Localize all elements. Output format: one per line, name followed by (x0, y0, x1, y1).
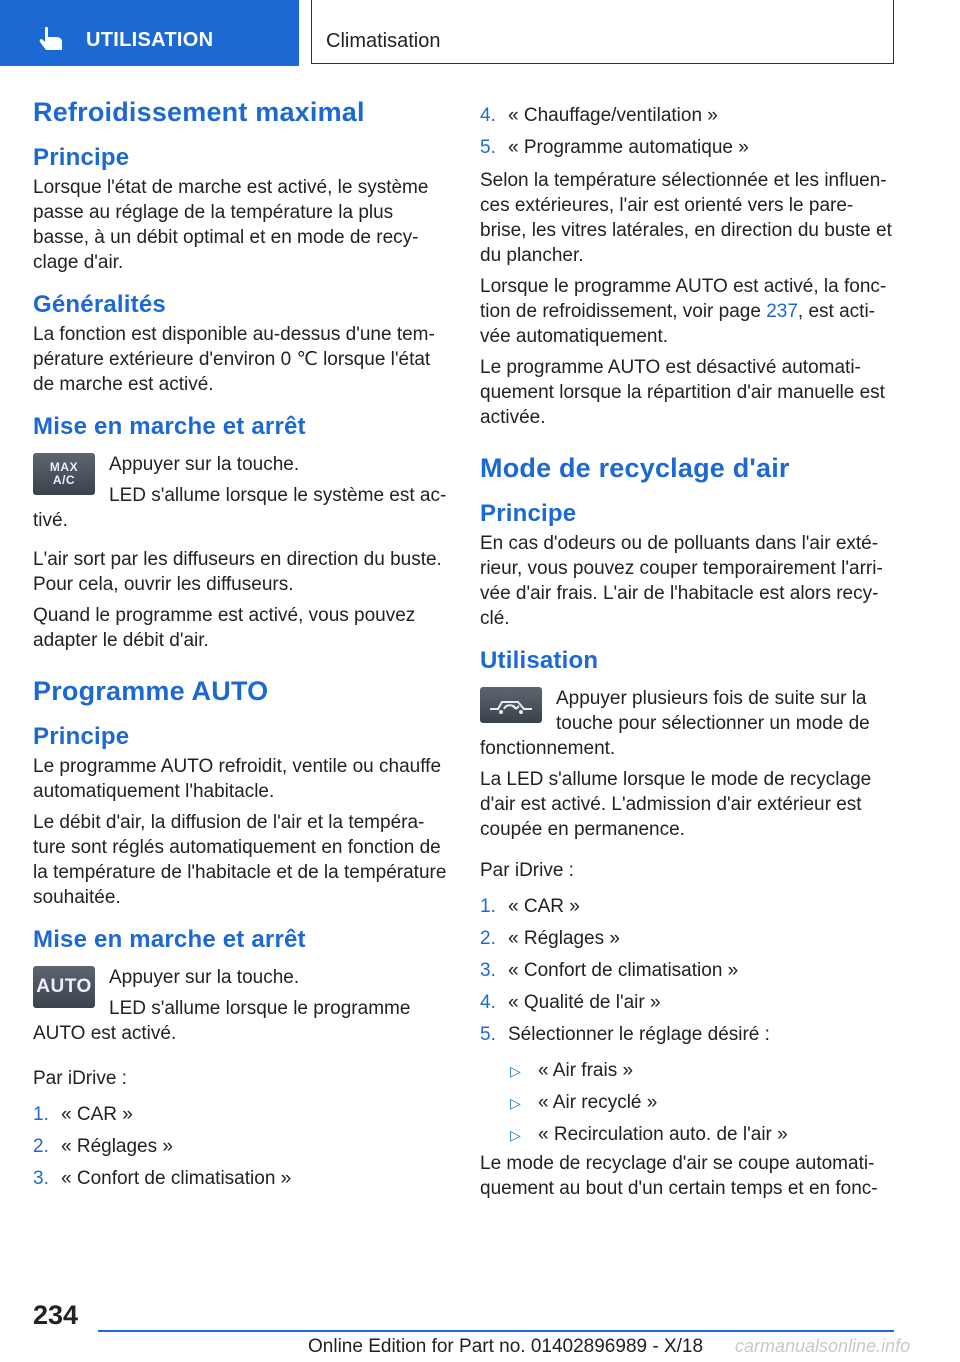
list-item (480, 132, 894, 164)
heading-principe: Principe (480, 500, 577, 528)
chapter-tab (0, 0, 299, 66)
triangle-bullet-icon: ▷ (510, 1126, 521, 1143)
paragraph: LED s'allume lorsque le programme AUTO est activé. (33, 997, 411, 1044)
paragraph: Appuyer sur la touche. (109, 453, 300, 475)
paragraph: Par iDrive : (480, 859, 574, 881)
list-item (510, 1119, 894, 1151)
hand-pointer-icon (36, 26, 66, 52)
step-text: « CAR » (508, 895, 580, 917)
step-number: 4. (480, 105, 496, 126)
step-text: Sélectionner le réglage désiré : (508, 1023, 770, 1045)
paragraph: La fonction est disponible au-dessus d'une tem-pérature extérieure d'environ 0 ℃ lorsque l'état de marche est activé. (33, 323, 435, 395)
heading-on-off: Mise en marche et arrêt (33, 412, 306, 440)
list-item (33, 1163, 447, 1195)
right-column (480, 104, 894, 1207)
edition-text: Online Edition for Part no. 01402896989 - X/18 (308, 1336, 704, 1357)
section-tab (311, 0, 894, 64)
list-item (510, 1087, 894, 1119)
step-list (33, 1099, 447, 1195)
paragraph: Appuyer sur la touche. (109, 966, 300, 988)
step-text: « Qualité de l'air » (508, 991, 661, 1013)
paragraph: Lorsque l'état de marche est activé, le système passe au réglage de la température la plus basse, à un débit optimal et en mode de recy-clage d'air. (33, 177, 429, 274)
heading-utilisation: Utilisation (480, 647, 599, 675)
paragraph: Par iDrive : (33, 1067, 127, 1089)
option-text: « Air frais » (538, 1059, 634, 1081)
max-label: MAX (49, 459, 79, 474)
paragraph: Selon la température sélectionnée et les influen-ces extérieures, l'air est orienté vers le pare-brise, les vitres latérales, en direction du buste et du plancher. (480, 170, 892, 266)
step-number: 3. (33, 1167, 49, 1189)
text: , est acti-vée automatiquement. (480, 301, 875, 347)
paragraph (480, 274, 894, 349)
paragraph: Le mode de recyclage d'air se coupe automati-quement au bout d'un certain temps et en fonc- (480, 1152, 878, 1199)
page-number: 234 (33, 1300, 79, 1330)
paragraph: L'air sort par les diffuseurs en direction du buste. Pour cela, ouvrir les diffuseurs. (33, 548, 442, 595)
step-number: 2. (33, 1135, 49, 1157)
step-text: « Chauffage/ventilation » (508, 105, 718, 126)
list-item (480, 100, 894, 132)
paragraph: La LED s'allume lorsque le mode de recyclage d'air est activé. L'admission d'air extérieur est coupée en permanence. (480, 768, 872, 840)
heading-principe: Principe (33, 723, 130, 751)
step-list (480, 891, 894, 1051)
step-list (480, 100, 894, 164)
triangle-bullet-icon: ▷ (510, 1062, 521, 1079)
section-label: Climatisation (326, 30, 441, 52)
list-item (33, 1131, 447, 1163)
list-item (480, 891, 894, 923)
list-item (510, 1055, 894, 1087)
heading-recirculation: Mode de recyclage d'air (480, 453, 790, 483)
paragraph: Le programme AUTO refroidit, ventile ou chauffe automatiquement l'habitacle. (33, 755, 442, 802)
footer-divider (98, 1330, 894, 1332)
step-text: « Programme automatique » (508, 137, 749, 158)
max-ac-button-icon (33, 453, 95, 495)
option-text: « Air recyclé » (538, 1091, 658, 1113)
ac-label: A/C (52, 472, 76, 487)
list-item (33, 1099, 447, 1131)
step-text: « Confort de climatisation » (508, 959, 739, 981)
list-item (480, 987, 894, 1019)
step-number: 2. (480, 927, 496, 949)
step-number: 5. (480, 1023, 496, 1045)
step-text: « CAR » (61, 1103, 133, 1125)
paragraph: Le débit d'air, la diffusion de l'air et la tempéra-ture sont réglés automatiquement en fonction de la température de l'habitacle et de la température souhaitée. (33, 811, 447, 908)
list-item (480, 955, 894, 987)
step-text: « Confort de climatisation » (61, 1167, 292, 1189)
paragraph: Le programme AUTO est désactivé automati-quement lorsque la répartition d'air manuelle est activée. (480, 357, 885, 428)
text: Lorsque le programme AUTO est activé, la fonc-tion de refroidissement, voir page (480, 276, 887, 322)
step-number: 5. (480, 137, 496, 158)
step-number: 4. (480, 991, 496, 1013)
step-number: 3. (480, 959, 496, 981)
heading-on-off: Mise en marche et arrêt (33, 925, 306, 953)
heading-max-cooling: Refroidissement maximal (33, 97, 365, 127)
step-text: « Réglages » (61, 1135, 173, 1157)
option-text: « Recirculation auto. de l'air » (538, 1123, 788, 1145)
step-number: 1. (33, 1103, 49, 1125)
watermark: carmanualsonline.info (735, 1336, 911, 1356)
paragraph: En cas d'odeurs ou de polluants dans l'air exté-rieur, vous pouvez couper temporairement l'arri-vée d'air frais. L'air de l'habitacle est alors recy-clé. (480, 533, 883, 630)
heading-generalites: Généralités (33, 291, 166, 319)
heading-auto-program: Programme AUTO (33, 675, 269, 706)
paragraph: Appuyer plusieurs fois de suite sur la touche pour sélectionner un mode de fonctionnement. (480, 687, 870, 759)
triangle-bullet-icon: ▷ (510, 1094, 521, 1111)
step-text: « Réglages » (508, 927, 620, 949)
chapter-label: UTILISATION (86, 29, 214, 51)
paragraph: LED s'allume lorsque le système est ac-tivé. (33, 484, 447, 531)
list-item (480, 1019, 894, 1051)
auto-button-icon (33, 966, 95, 1008)
page-link[interactable]: 237 (766, 301, 798, 322)
step-number: 1. (480, 895, 496, 917)
left-column (33, 96, 447, 1199)
auto-label: AUTO (36, 975, 92, 997)
recirculation-button-icon (480, 687, 542, 723)
car-recirculation-icon (486, 692, 536, 718)
heading-principe: Principe (33, 144, 130, 172)
paragraph: Quand le programme est activé, vous pouvez adapter le débit d'air. (33, 604, 416, 651)
page-header (0, 0, 960, 66)
option-list (480, 1055, 894, 1151)
list-item (480, 923, 894, 955)
